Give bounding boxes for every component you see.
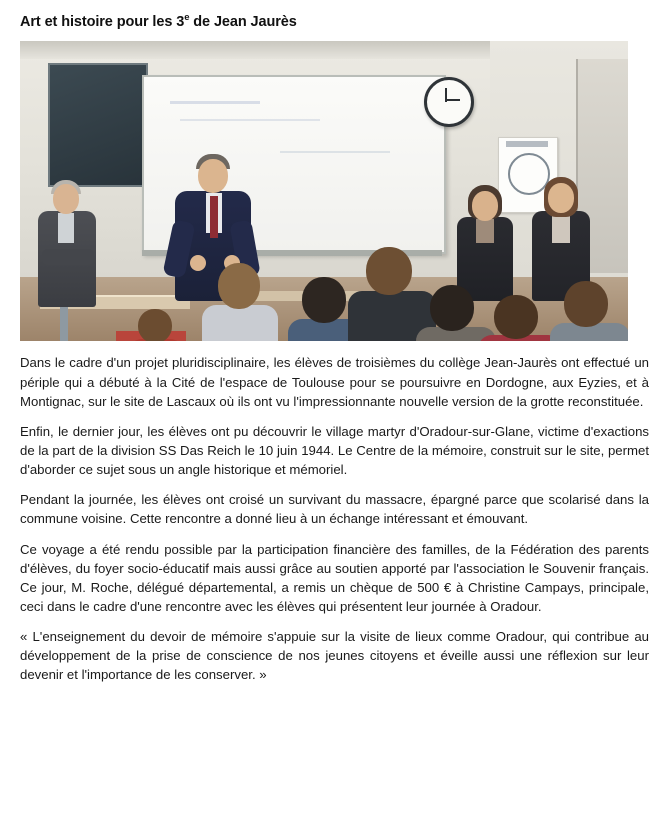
- student-body: [202, 305, 278, 341]
- standing-woman-scarf: [476, 217, 494, 243]
- standing-man-shirt: [58, 213, 74, 243]
- whiteboard-marking: [170, 101, 260, 104]
- article-paragraph: Dans le cadre d'un projet pluridisciplinaire, les élèves de troisièmes du collège Jean-Jaurès ont effectué un périple qui a débuté à la Cité de l'espace de Toulouse pour se poursuivre en Dordogne, aux Eyzies, et à Montignac, sur le site de Lascaux où ils ont vu l'impressionnante nouvelle version de la grotte reconstituée.: [20, 355, 649, 409]
- whiteboard-marking: [180, 119, 320, 121]
- student-head: [218, 263, 260, 309]
- standing-man-arms: [42, 249, 94, 265]
- student-head: [366, 247, 412, 295]
- article-body: [20, 353, 649, 684]
- standing-woman-top: [552, 213, 570, 243]
- poster-text-line: [506, 141, 548, 147]
- student-head: [430, 285, 474, 331]
- article-quote-paragraph: « L'enseignement du devoir de mémoire s'appuie sur la visite de lieux comme Oradour, qui contribue au développement de la prise de conscience de nos jeunes citoyens et éveille aussi une réflexion sur leur devenir et l'importance de les conserver. »: [20, 629, 649, 683]
- standing-woman-head: [548, 183, 574, 213]
- page-title-text-end: de Jean Jaurès: [189, 14, 297, 30]
- whiteboard-marking: [280, 151, 390, 153]
- projection-screen-icon: [48, 63, 148, 187]
- page-title-ordinal-suffix: e: [184, 12, 190, 24]
- student-head: [302, 277, 346, 323]
- speaker-tie: [210, 196, 218, 238]
- article-photo: [20, 41, 628, 341]
- page-title-text: Art et histoire pour les 3: [20, 14, 185, 30]
- student-head: [494, 295, 538, 339]
- standing-woman-head: [472, 191, 498, 221]
- speaker-head: [198, 159, 228, 193]
- standing-man-head: [53, 184, 79, 214]
- article-paragraph: Pendant la journée, les élèves ont croisé un survivant du massacre, épargné parce que scolarisé dans la commune voisine. Cette rencontre a donné lieu à un échange intéressant et émouvant.: [20, 492, 649, 527]
- student-head: [564, 281, 608, 327]
- student-head: [138, 309, 172, 341]
- page-title: [20, 14, 649, 31]
- article-paragraph: Enfin, le dernier jour, les élèves ont pu découvrir le village martyr d'Oradour-sur-Glane, victime d'exactions de la part de la division SS Das Reich le 10 juin 1944. Le Centre de la mémoire, construit sur le site, permet d'aborder ce sujet sous un angle historique et mémoriel.: [20, 423, 649, 478]
- desk-leg: [60, 307, 68, 341]
- article-paragraph: Ce voyage a été rendu possible par la participation financière des familles, de la Fédération des parents d'élèves, du foyer socio-éducatif mais aussi grâce au soutien apporté par l'association le Souvenir français. Ce jour, M. Roche, délégué départemental, a remis un chèque de 500 € à Christine Campays, principale, ceci dans le cadre d'une rencontre avec les élèves qui présentent leur journée à Oradour.: [20, 541, 649, 614]
